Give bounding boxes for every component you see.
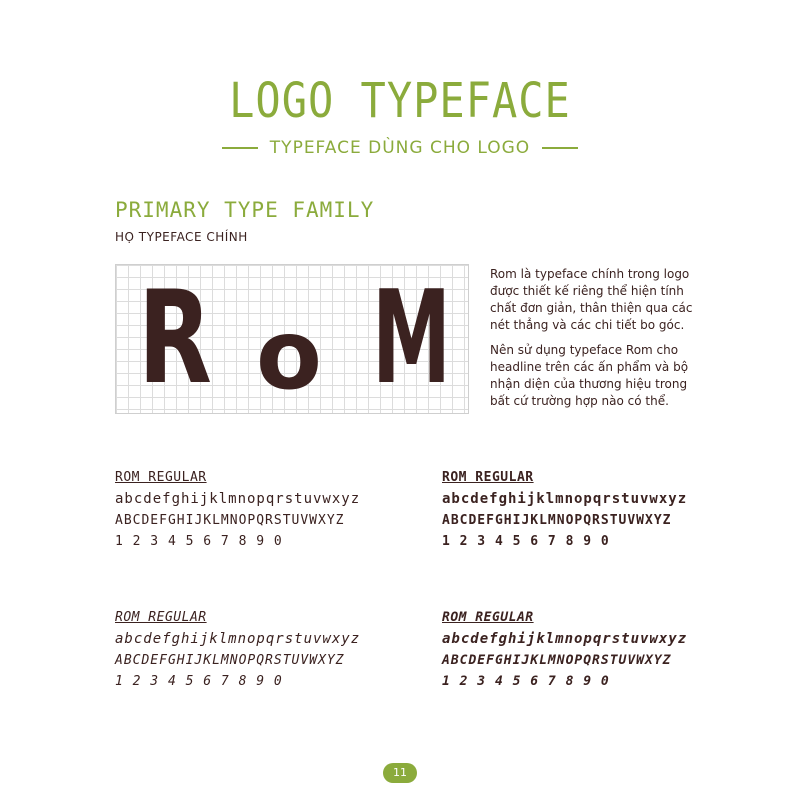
style-name: ROM REGULAR: [442, 470, 534, 485]
style-specimen-regular: [115, 470, 360, 549]
section-subtitle: HỌ TYPEFACE CHÍNH: [115, 230, 248, 244]
subtitle-text: TYPEFACE DÙNG CHO LOGO: [269, 138, 531, 158]
type-specimen-grid: [115, 264, 469, 414]
style-numbers: 1 2 3 4 5 6 7 8 9 0: [115, 674, 283, 689]
style-uppercase: ABCDEFGHIJKLMNOPQRSTUVWXYZ: [115, 653, 345, 668]
style-lowercase: abcdefghijklmnopqrstuvwxyz: [115, 631, 361, 647]
description-paragraph-2: Nên sử dụng typeface Rom cho headline trên các ấn phẩm và bộ nhận diện của thương hiệu trong bất cứ trường hợp nào có thể.: [490, 343, 689, 408]
style-lowercase: abcdefghijklmnopqrstuvwxyz: [442, 631, 688, 647]
subtitle-rule-left: [222, 147, 258, 149]
typeface-description: [490, 266, 700, 418]
style-numbers: 1 2 3 4 5 6 7 8 9 0: [442, 534, 610, 549]
page-subtitle: [0, 138, 800, 158]
style-numbers: 1 2 3 4 5 6 7 8 9 0: [442, 674, 610, 689]
style-uppercase: ABCDEFGHIJKLMNOPQRSTUVWXYZ: [115, 513, 345, 528]
description-paragraph-1: Rom là typeface chính trong logo được thiết kế riêng thể hiện tính chất đơn giản, thân thiện qua các nét thẳng và các chi tiết bo góc.: [490, 267, 693, 332]
style-specimen-italic: [115, 610, 360, 689]
style-lowercase: abcdefghijklmnopqrstuvwxyz: [442, 491, 688, 507]
style-uppercase: ABCDEFGHIJKLMNOPQRSTUVWXYZ: [442, 653, 672, 668]
subtitle-rule-right: [542, 147, 578, 149]
style-uppercase: ABCDEFGHIJKLMNOPQRSTUVWXYZ: [442, 513, 672, 528]
page-title: LOGO TYPEFACE: [229, 72, 571, 129]
style-name: ROM REGULAR: [115, 470, 207, 485]
style-specimen-bold-italic: [442, 610, 687, 689]
specimen-glyph-m: M: [372, 264, 451, 413]
style-specimen-bold: [442, 470, 687, 549]
style-lowercase: abcdefghijklmnopqrstuvwxyz: [115, 491, 361, 507]
section-title: PRIMARY TYPE FAMILY: [115, 198, 375, 222]
page-number-badge: 11: [383, 763, 417, 783]
specimen-glyph-r: R: [138, 264, 212, 413]
style-name: ROM REGULAR: [115, 610, 207, 625]
style-numbers: 1 2 3 4 5 6 7 8 9 0: [115, 534, 283, 549]
specimen-glyph-o: o: [256, 299, 322, 411]
style-name: ROM REGULAR: [442, 610, 534, 625]
